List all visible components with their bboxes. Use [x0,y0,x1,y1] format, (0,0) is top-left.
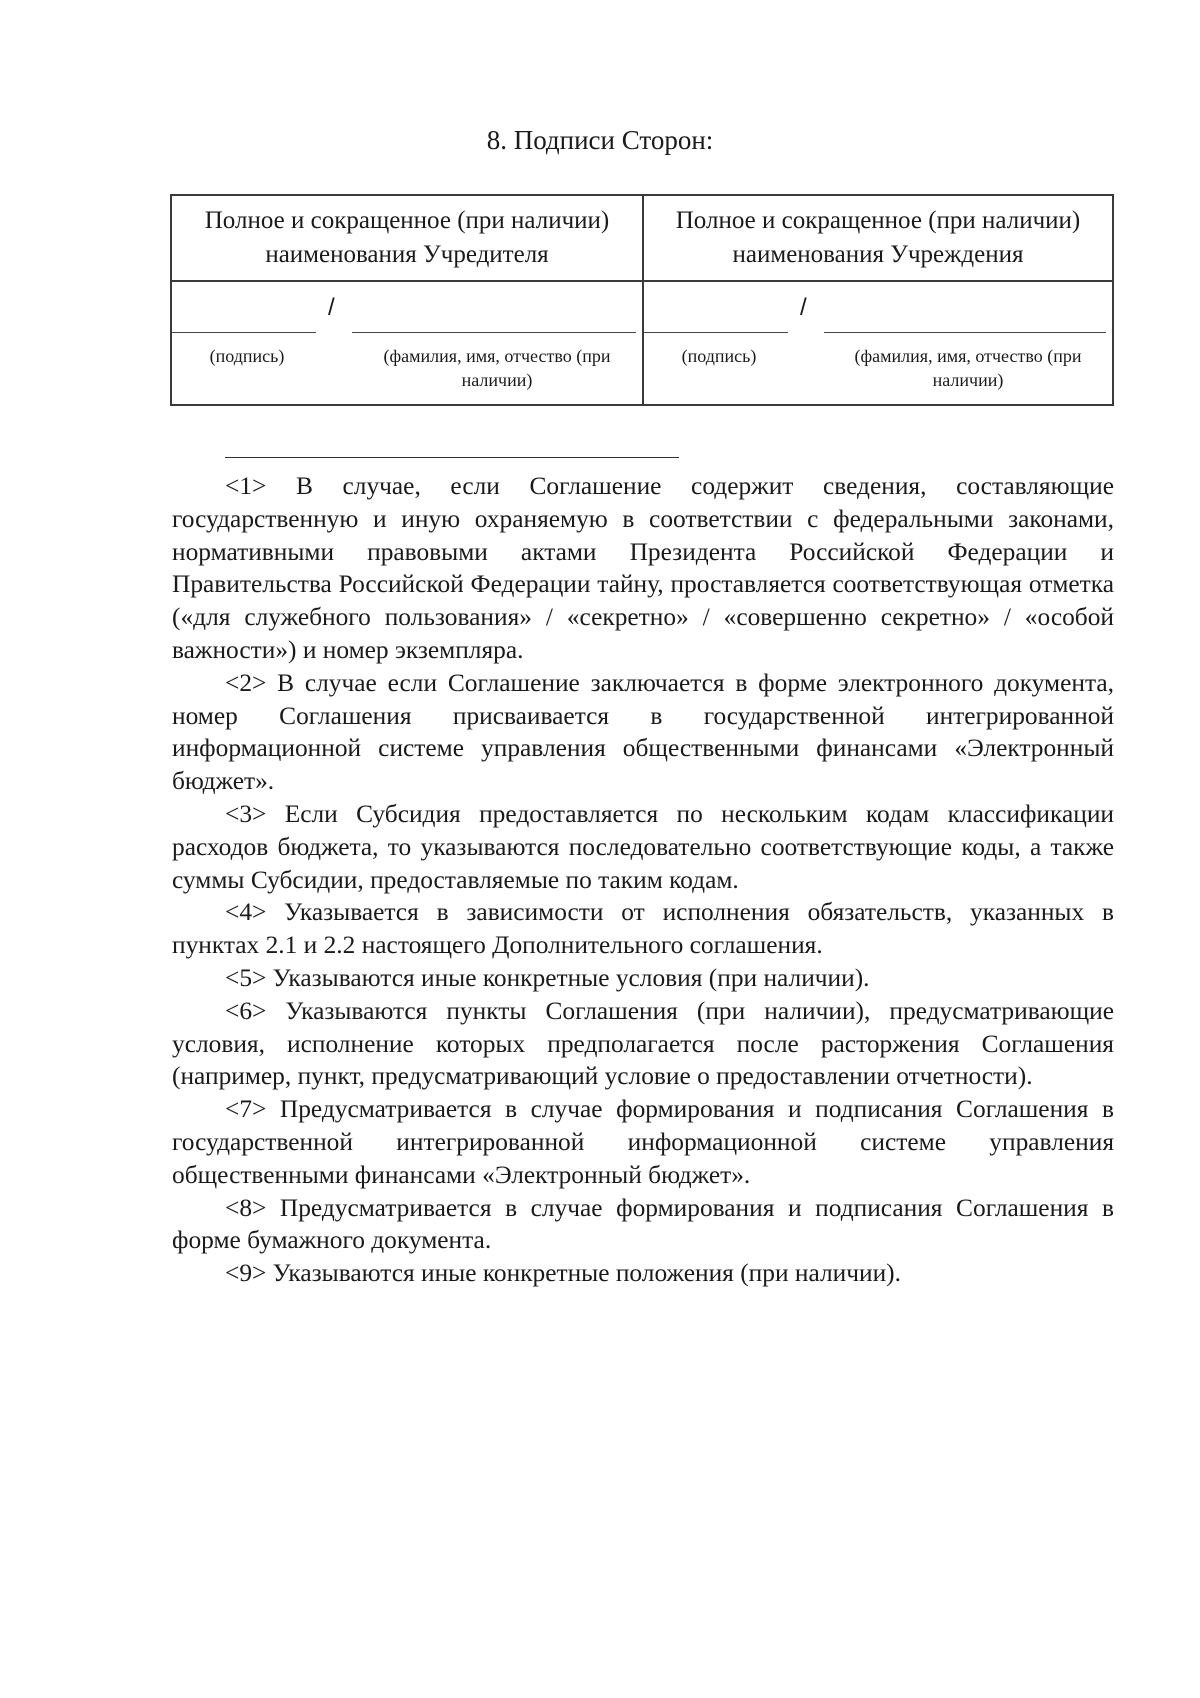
founder-name-header: Полное и сокращенное (при наличии) наименования Учредителя [172,196,642,282]
founder-name-caption: (фамилия, имя, отчество (при наличии) [383,346,611,390]
institution-signature-caption: (подпись) [681,346,757,366]
institution-column [644,196,1112,404]
founder-name-line [352,332,636,333]
institution-name-line [824,332,1106,333]
footnote-4: <4> Указывается в зависимости от исполнения обязательств, указанных в пунктах 2.1 и 2.2 настоящего Дополнительного соглашения. [172,898,1114,960]
footnote-8: <8> Предусматривается в случае формирования и подписания Соглашения в форме бумажного документа. [172,1193,1114,1255]
institution-name-caption: (фамилия, имя, отчество (при наличии) [854,346,1082,390]
institution-name-header: Полное и сокращенное (при наличии) наименования Учреждения [644,196,1112,282]
footnote-1: <1> В случае, если Соглашение содержит сведения, составляющие государственную и иную охраняемую в соответствии с федеральными законами, нормативными правовыми актами Президента Российской Федерации и Правительства Российской Федерации тайну, проставляется соответствующая отметка («для служебного пользования» / «секретно» / «совершенно секретно» / «особой важности») и номер экземпляра. [172,472,1114,664]
institution-slash: / [800,294,807,321]
footnote-separator [225,457,679,458]
founder-signature-caption: (подпись) [209,346,285,366]
founder-signature-line [172,332,316,333]
footnote-5: <5> Указываются иные конкретные условия (при наличии). [225,963,870,992]
footnote-7: <7> Предусматривается в случае формирования и подписания Соглашения в государственной интегрированной информационной системе управления общественными финансами «Электронный бюджет». [172,1095,1114,1189]
footnote-3: <3> Если Субсидия предоставляется по нескольким кодам классификации расходов бюджета, то указываются последовательно соответствующие коды, а также суммы Субсидии, предоставляемые по таким кодам. [172,799,1114,894]
footnote-9: <9> Указываются иные конкретные положения (при наличии). [225,1259,901,1288]
footnote-6: <6> Указываются пункты Соглашения (при наличии), предусматривающие условия, исполнение которых предполагается после расторжения Соглашения (например, пункт, предусматривающий условие о предоставлении отчетности). [172,996,1114,1091]
footnotes [172,470,1114,1290]
footnote-2: <2> В случае если Соглашение заключается в форме электронного документа, номер Соглашения присваивается в государственной интегрированной информационной системе управления общественными финансами «Электронный бюджет». [172,668,1114,796]
signature-table [170,194,1114,406]
founder-slash: / [328,294,335,321]
institution-signature-line [644,332,788,333]
founder-column [172,196,644,404]
section-title: 8. Подписи Сторон: [486,125,714,155]
